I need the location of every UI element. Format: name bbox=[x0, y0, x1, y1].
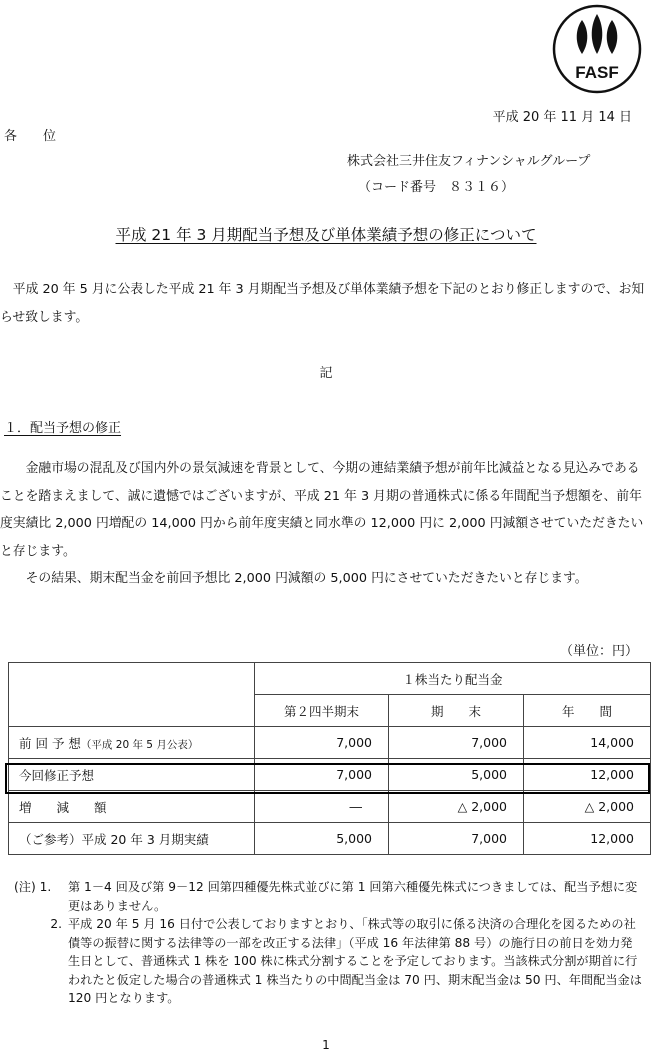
cell-value: 7,000 bbox=[255, 759, 389, 791]
addressee: 各 位 bbox=[4, 129, 57, 144]
document-date: 平成 20 年 11 月 14 日 bbox=[492, 110, 632, 125]
cell-value: 7,000 bbox=[255, 727, 389, 759]
cell-value: 14,000 bbox=[524, 727, 651, 759]
document-title: 平成 21 年 3 月期配当予想及び単体業績予想の修正について bbox=[115, 226, 537, 244]
table-row bbox=[9, 823, 651, 855]
row-label: 増 減 額 bbox=[9, 791, 255, 823]
group-header: １株当たり配当金 bbox=[255, 663, 651, 695]
cell-value: 12,000 bbox=[524, 823, 651, 855]
cell-value: 7,000 bbox=[389, 823, 524, 855]
company-name: 株式会社三井住友フィナンシャルグループ bbox=[347, 154, 591, 169]
column-header: 年 間 bbox=[524, 695, 651, 727]
table-row bbox=[9, 791, 651, 823]
note-text: 第 1－4 回及び第 9－12 回第四種優先株式並びに第 1 回第六種優先株式につきましては、配当予想に変更はありません。 bbox=[68, 880, 638, 913]
highlight-box bbox=[5, 763, 650, 794]
table-row bbox=[9, 727, 651, 759]
section-heading: １．配当予想の修正 bbox=[4, 421, 122, 436]
ki-mark: 記 bbox=[319, 366, 333, 381]
dividend-table bbox=[8, 662, 651, 855]
cell-value: ― bbox=[255, 791, 389, 823]
section-paragraph-2: その結果、期末配当金を前回予想比 2,000 円減額の 5,000 円にさせていただきたいと存じます。 bbox=[0, 571, 588, 586]
leaf-icon bbox=[577, 20, 588, 54]
cell-value: 5,000 bbox=[389, 759, 524, 791]
unit-label: （単位：円） bbox=[559, 644, 638, 659]
column-header: 第２四半期末 bbox=[255, 695, 389, 727]
row-label: 今回修正予想 bbox=[9, 759, 255, 791]
logo-text: FASF bbox=[575, 63, 619, 82]
cell-value: △ 2,000 bbox=[389, 791, 524, 823]
table-corner-cell bbox=[9, 663, 255, 727]
row-label: 前 回 予 想（平成 20 年 5 月公表） bbox=[9, 727, 255, 759]
note-item bbox=[14, 878, 644, 915]
row-label: （ご参考）平成 20 年 3 月期実績 bbox=[9, 823, 255, 855]
cell-value: 5,000 bbox=[255, 823, 389, 855]
leaf-icon bbox=[592, 14, 603, 54]
cell-value: 12,000 bbox=[524, 759, 651, 791]
fasf-logo bbox=[552, 4, 642, 94]
column-header: 期 末 bbox=[389, 695, 524, 727]
page-number: 1 bbox=[322, 1038, 330, 1052]
intro-paragraph: 平成 20 年 5 月に公表した平成 21 年 3 月期配当予想及び単体業績予想を下記のとおり修正しますので、お知らせ致します。 bbox=[0, 282, 645, 325]
table-header-row bbox=[9, 663, 651, 695]
stock-code: （コード番号 ８３１６） bbox=[358, 180, 515, 195]
cell-value: 7,000 bbox=[389, 727, 524, 759]
note-label: 2. bbox=[50, 917, 62, 931]
section-paragraph-1: 金融市場の混乱及び国内外の景気減速を背景として、今期の連結業績予想が前年比減益となる見込みであることを踏まえまして、誠に遺憾ではございますが、平成 21 年 3 月期の普通株式に係る年間配当予想額を、前年度実績比 2,000 円増配の 14,000 円から前年度実績と同水準の 12,000 円に 2,000 円減額させていただきたいと存じます。 bbox=[0, 461, 644, 559]
note-label: (注) 1. bbox=[14, 880, 52, 894]
note-item bbox=[14, 915, 644, 1008]
notes bbox=[14, 878, 644, 1008]
leaf-icon bbox=[607, 20, 618, 54]
note-text: 平成 20 年 5 月 16 日付で公表しておりますとおり、「株式等の取引に係る決済の合理化を図るための社債等の振替に関する法律等の一部を改正する法律」（平成 16 年法律第 88 号）の施行日の前日を効力発生日として、普通株式 1 株を 100 株に株式分割することを予定しております。当該株式分割が期首に行われたと仮定した場合の普通株式 1 株当たりの中間配当金は 70 円、期末配当金は 50 円、年間配当金は 120 円となります。 bbox=[68, 917, 642, 1005]
cell-value: △ 2,000 bbox=[524, 791, 651, 823]
